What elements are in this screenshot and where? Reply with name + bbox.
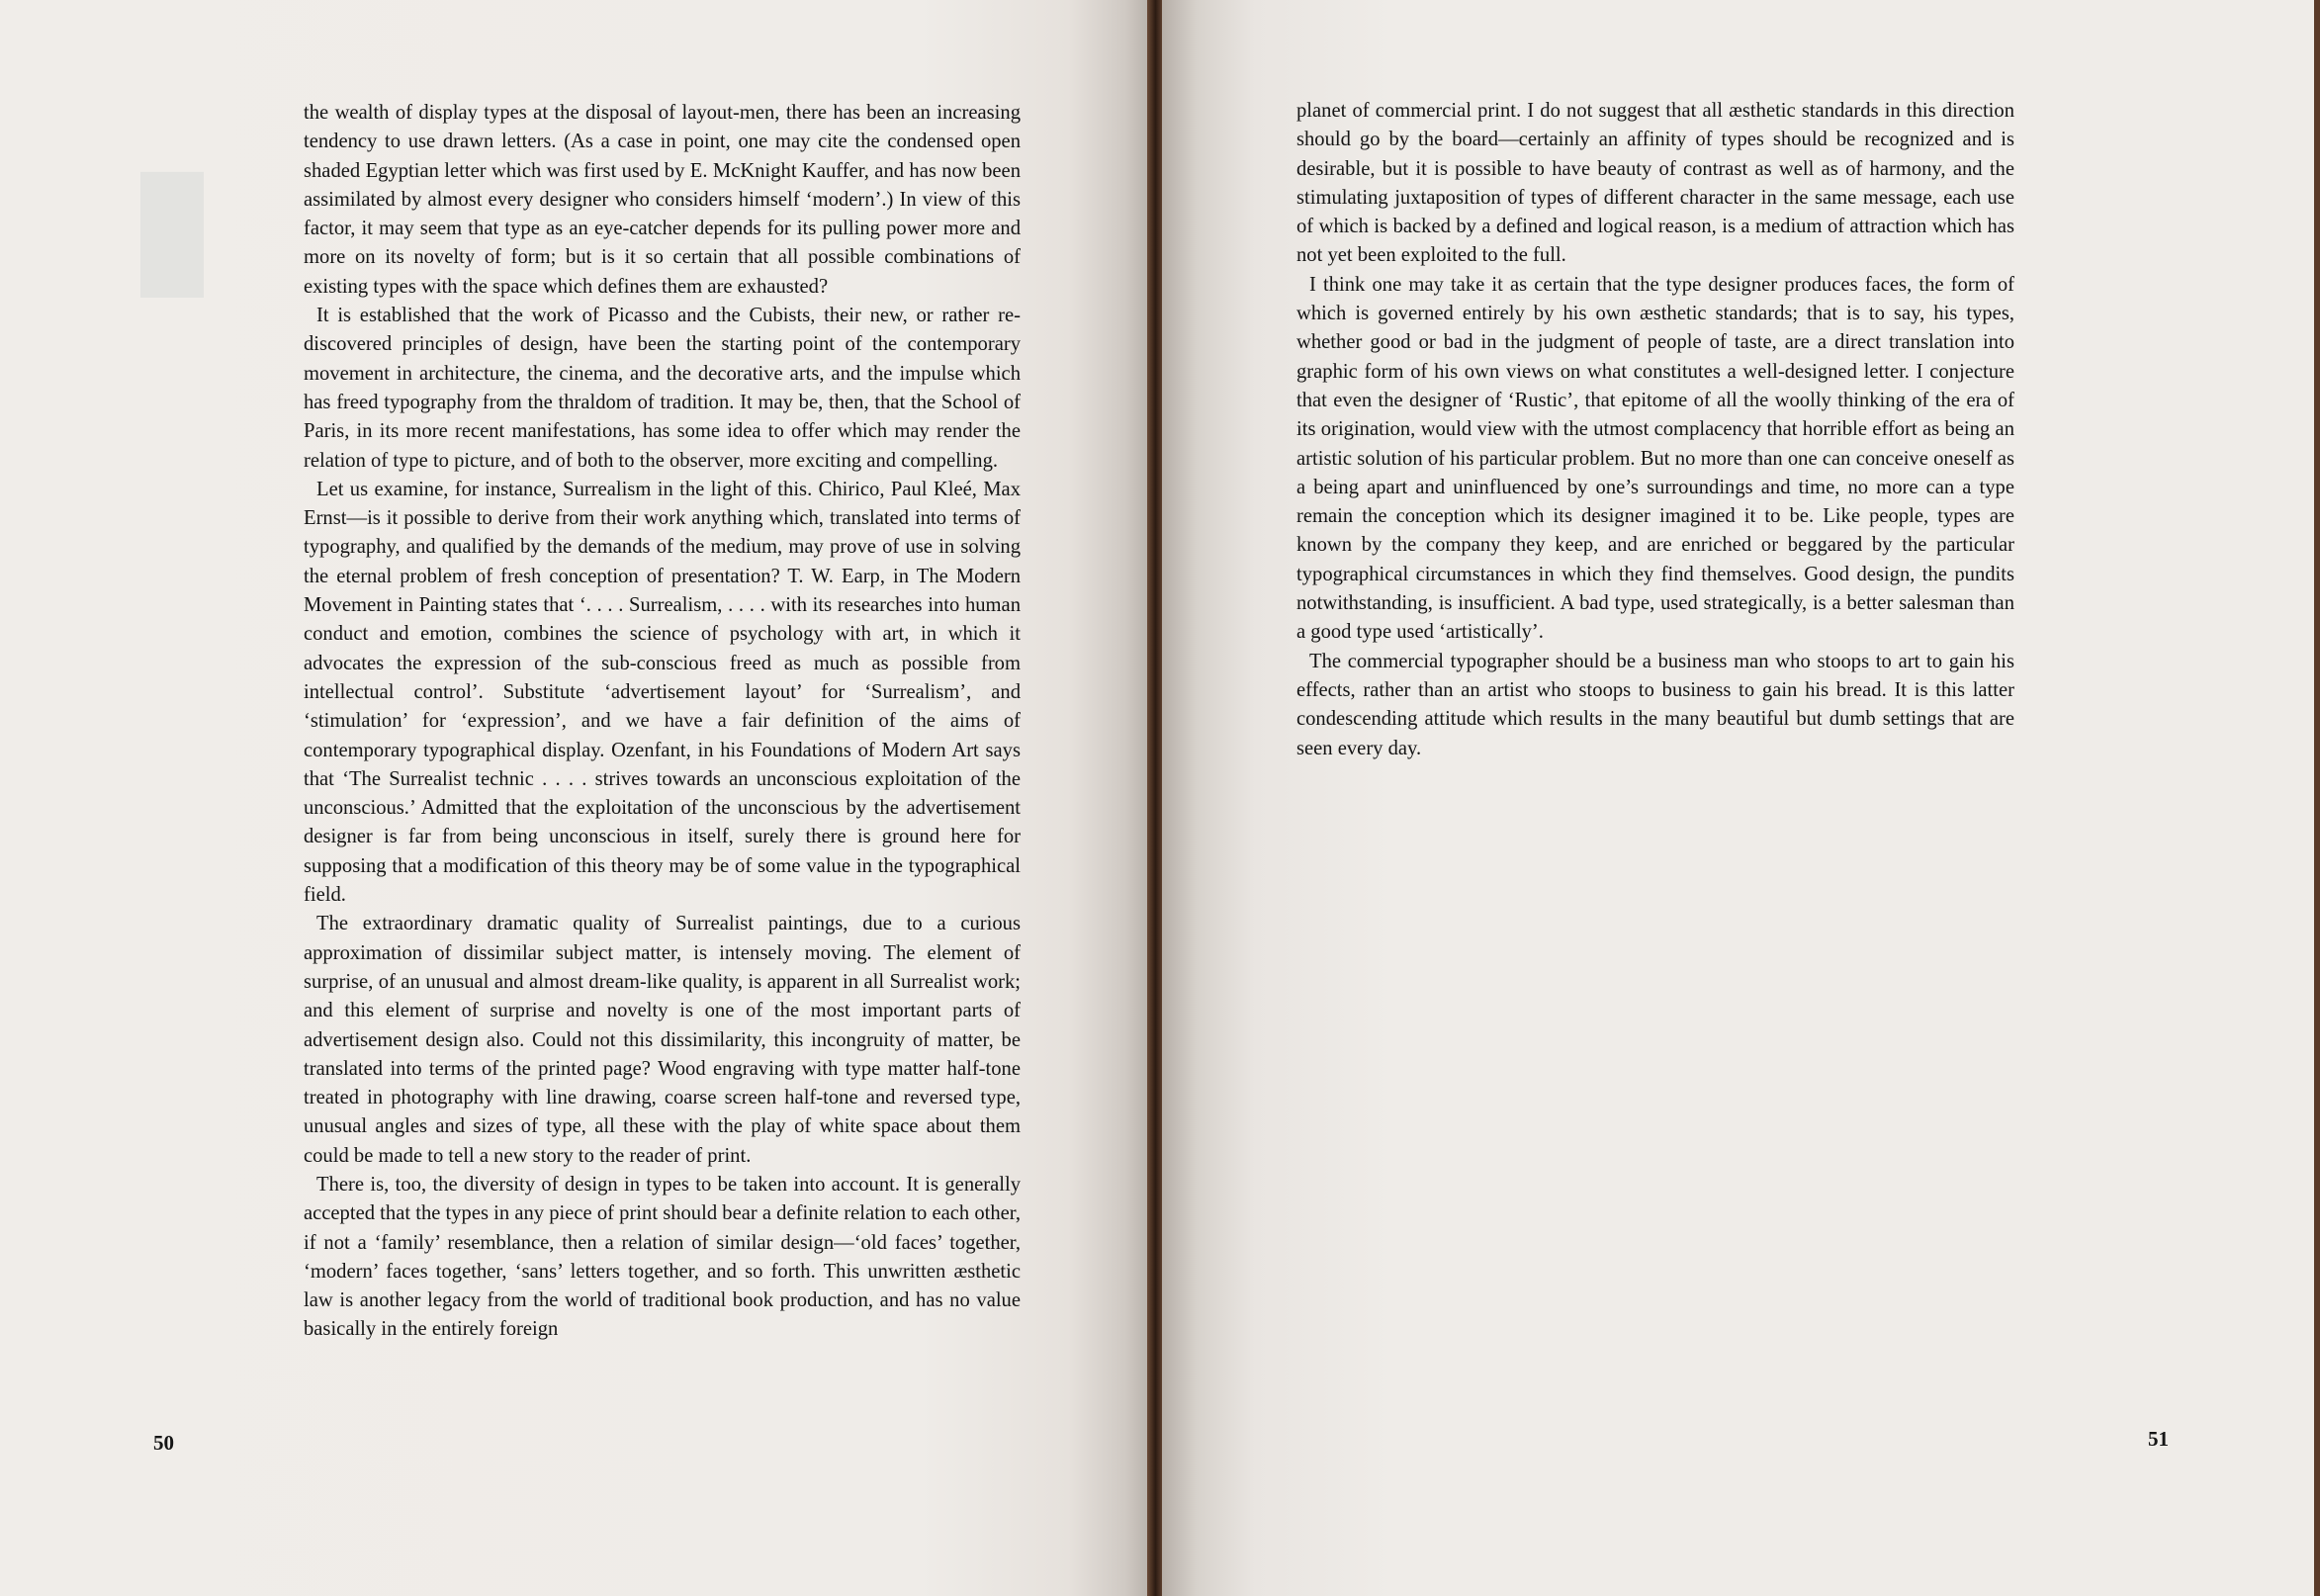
right-page [1162, 0, 2320, 1596]
paragraph: The extraordinary dramatic quality of Surrealist paintings, due to a curious approximation of dissimilar subject matter, is intensely moving. The element of surprise, of an unusual and almost dream-like quality, is apparent in all Surrealist work; and this element of surprise and novelty is one of the most important parts of advertisement design also. Could not this dissimilarity, this incongruity of matter, be translated into terms of the printed page? Wood engraving with type matter half-tone treated in photography with line drawing, coarse screen half-tone and reversed type, unusual angles and sizes of type, all these with the play of white space about them could be made to tell a new story to the reader of print. [304, 913, 1021, 1167]
paragraph: planet of commercial print. I do not suggest that all æsthetic standards in this direction should go by the board—certainly an affinity of types should be recognized and is desirable, but it is possible to have beauty of contrast as well as of harmony, and the stimulating juxtaposition of types of different character in the same message, each use of which is backed by a defined and logical reason, is a medium of attraction which has not yet been exploited to the full. [1296, 100, 2014, 267]
paragraph: I think one may take it as certain that the type designer produces faces, the form of which is governed entirely by his own æsthetic standards; that is to say, his types, whether good or bad in the judgment of people of taste, are a direct translation into graphic form of his own views on what constitutes a well-designed letter. I conjecture that even the designer of ‘Rustic’, that epitome of all the woolly thinking of the era of its origination, would view with the utmost complacency that horrible effort as being an artistic solution of his particular problem. But no more than one can conceive oneself as a being apart and uninfluenced by one’s surroundings and time, no more can a type remain the conception which its designer imagined it to be. Like people, types are known by the company they keep, and are enriched or beggared by the particular typographical circumstances in which they find themselves. Good design, the pundits notwithstanding, is insufficient. A bad type, used strategically, is a better salesman than a good type used ‘artistically’. [1296, 273, 2014, 644]
page-number: 50 [153, 1431, 174, 1455]
cover-edge [2314, 0, 2320, 1596]
right-page-text [1296, 97, 2014, 763]
paragraph: There is, too, the diversity of design in types to be taken into account. It is generally accepted that the types in any piece of print should bear a definite relation to each other, if not a ‘family’ resemblance, then a relation of similar design—‘old faces’ together, ‘modern’ faces together, ‘sans’ letters together, and so forth. This unwritten æsthetic law is another legacy from the world of traditional book production, and has no value basically in the entirely foreign [304, 1173, 1021, 1341]
left-page-text [304, 99, 1021, 1345]
paragraph: Let us examine, for instance, Surrealism in the light of this. Chirico, Paul Kleé, Max Ernst—is it possible to derive from their work anything which, translated into terms of typography, and qualified by the demands of the medium, may prove of use in solving the eternal problem of fresh conception of presentation? T. W. Earp, in The Modern Movement in Painting states that ‘. . . . Surrealism, . . . . with its researches into human conduct and emotion, combines the science of psychology with art, in which it advocates the expression of the sub-conscious freed as much as possible from intellectual control’. Substitute ‘advertisement layout’ for ‘Surrealism’, and ‘stimulation’ for ‘expression’, and we have a fair definition of the aims of contemporary typographical display. Ozenfant, in his Foundations of Modern Art says that ‘The Surrealist technic . . . . strives towards an unconscious exploitation of the unconscious.’ Admitted that the exploitation of the unconscious by the advertisement designer is far from being unconscious in itself, surely there is ground here for supposing that a modification of this theory may be of some value in the typographical field. [304, 478, 1021, 907]
paragraph: the wealth of display types at the disposal of layout-men, there has been an increasing tendency to use drawn letters. (As a case in point, one may cite the condensed open shaded Egyptian letter which was first used by E. McKnight Kauffer, and has now been assimilated by almost every designer who considers himself ‘modern’.) In view of this factor, it may seem that type as an eye-catcher depends for its pulling power more and more on its novelty of form; but is it so certain that all possible combinations of existing types with the space which defines them are exhausted? [304, 102, 1021, 298]
paragraph: It is established that the work of Picasso and the Cubists, their new, or rather re-discovered principles of design, have been the starting point of the contemporary movement in architecture, the cinema, and the decorative arts, and the impulse which has freed typography from the thraldom of tradition. It may be, then, that the School of Paris, in its more recent manifestations, has some idea to offer which may render the relation of type to picture, and of both to the observer, more exciting and compelling. [304, 305, 1021, 472]
show-through-mark: ▮ [129, 134, 217, 310]
left-page [0, 0, 1149, 1596]
page-number: 51 [2148, 1427, 2169, 1451]
paragraph: The commercial typographer should be a business man who stoops to art to gain his effects, rather than an artist who stoops to business to gain his bread. It is this latter condescending attitude which results in the many beautiful but dumb settings that are seen every day. [1296, 650, 2014, 759]
